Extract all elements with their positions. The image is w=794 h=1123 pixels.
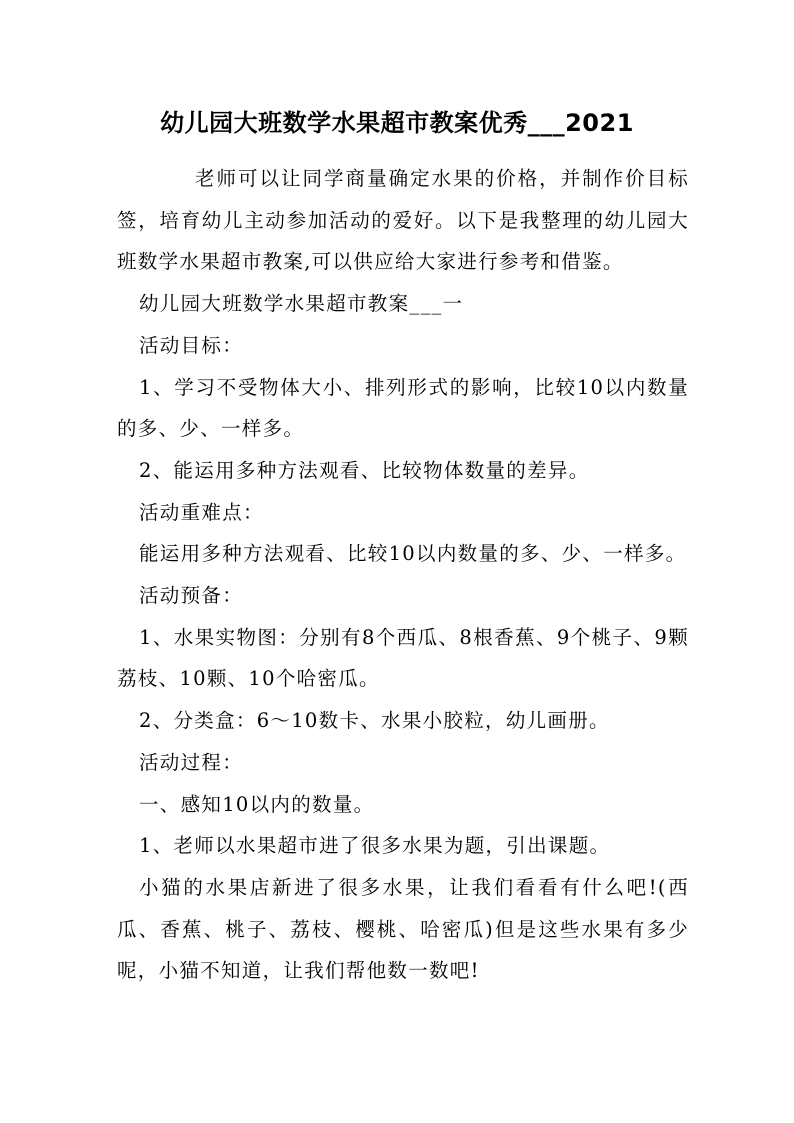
intro-paragraph: 老师可以让同学商量确定水果的价格，并制作价目标签，培育幼儿主动参加活动的爱好。以下是我整理的幼儿园大班数学水果超市教案,可以供应给大家进行参考和借鉴。 xyxy=(117,167,689,274)
key-points-text: 能运用多种方法观看、比较10以内数量的多、少、一样多。 xyxy=(139,542,687,566)
heading-process: 活动过程： xyxy=(139,750,244,774)
goal-item-1: 1、学习不受物体大小、排列形式的影响，比较10以内数量的多、少、一样多。 xyxy=(117,375,689,441)
goal-item-2: 2、能运用多种方法观看、比较物体数量的差异。 xyxy=(139,458,590,482)
process-step-one: 一、感知10以内的数量。 xyxy=(139,792,375,816)
heading-preparation: 活动预备： xyxy=(139,584,244,608)
heading-activity-goals: 活动目标： xyxy=(139,333,244,357)
document-body xyxy=(117,158,689,992)
document-title: 幼儿园大班数学水果超市教案优秀___2021 xyxy=(160,109,634,137)
preparation-item-2: 2、分类盒：6～10数卡、水果小胶粒，幼儿画册。 xyxy=(139,709,610,733)
heading-key-points: 活动重难点： xyxy=(139,500,264,524)
process-story-paragraph: 小猫的水果店新进了很多水果，让我们看看有什么吧!(西瓜、香蕉、桃子、荔枝、樱桃、哈密瓜)但是这些水果有多少呢，小猫不知道，让我们帮他数一数吧! xyxy=(117,875,689,983)
section-heading-lesson-one: 幼儿园大班数学水果超市教案___一 xyxy=(139,292,464,316)
process-substep-1: 1、老师以水果超市进了很多水果为题，引出课题。 xyxy=(139,834,611,858)
preparation-item-1: 1、水果实物图：分别有8个西瓜、8根香蕉、9个桃子、9颗荔枝、10颗、10个哈密瓜。 xyxy=(117,625,689,691)
